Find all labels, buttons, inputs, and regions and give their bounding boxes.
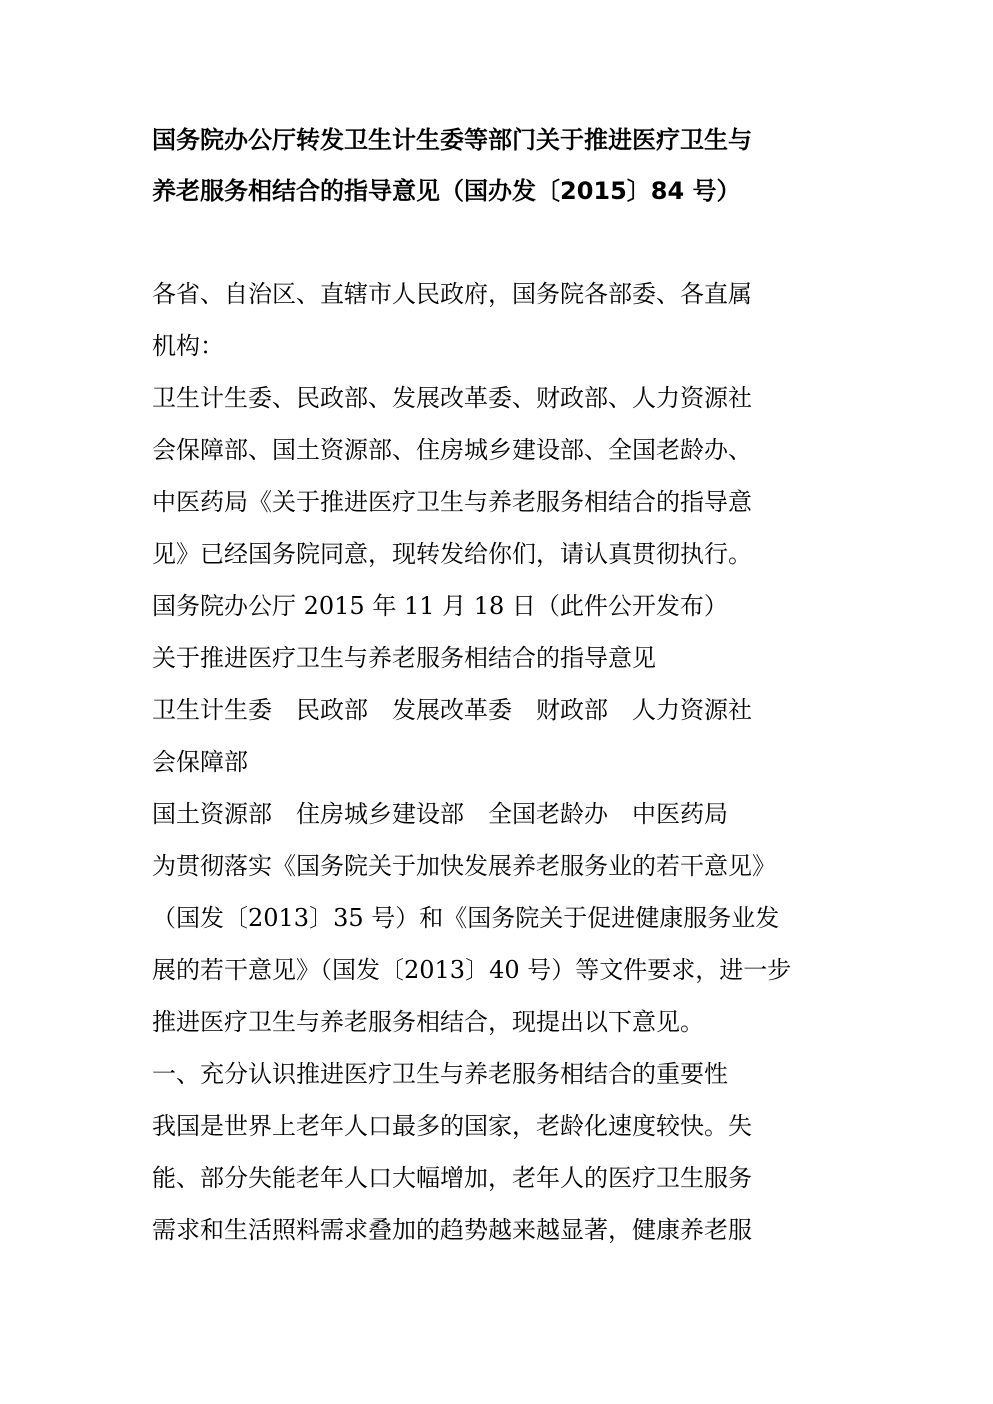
body-line: 卫生计生委 民政部 发展改革委 财政部 人力资源社 [152, 696, 752, 724]
body-line: 推进医疗卫生与养老服务相结合，现提出以下意见。 [152, 1008, 704, 1036]
body-line: 会保障部、国土资源部、住房城乡建设部、全国老龄办、 [152, 436, 752, 464]
body-line: 能、部分失能老年人口大幅增加，老年人的医疗卫生服务 [152, 1164, 752, 1192]
body-line: （国发〔2013〕35 号）和《国务院关于促进健康服务业发 [152, 904, 780, 932]
body-line: 会保障部 [152, 748, 248, 776]
body-line: 中医药局《关于推进医疗卫生与养老服务相结合的指导意 [152, 488, 752, 516]
title-line: 国务院办公厅转发卫生计生委等部门关于推进医疗卫生与 [152, 126, 752, 154]
title-line: 养老服务相结合的指导意见（国办发〔2015〕84 号） [152, 177, 741, 205]
body-line: 关于推进医疗卫生与养老服务相结合的指导意见 [152, 644, 656, 672]
body-line: 我国是世界上老年人口最多的国家，老龄化速度较快。失 [152, 1112, 752, 1140]
document-title [152, 115, 752, 217]
body-line: 国务院办公厅 2015 年 11 月 18 日（此件公开发布） [152, 592, 728, 620]
document-body [152, 268, 791, 1256]
body-line: 各省、自治区、直辖市人民政府，国务院各部委、各直属 [152, 280, 752, 308]
body-line: 展的若干意见》（国发〔2013〕40 号）等文件要求，进一步 [152, 956, 792, 984]
body-line: 一、充分认识推进医疗卫生与养老服务相结合的重要性 [152, 1060, 728, 1088]
body-line: 国土资源部 住房城乡建设部 全国老龄办 中医药局 [152, 800, 728, 828]
body-line: 卫生计生委、民政部、发展改革委、财政部、人力资源社 [152, 384, 752, 412]
body-line: 为贯彻落实《国务院关于加快发展养老服务业的若干意见》 [152, 852, 776, 880]
body-line: 机构： [152, 332, 224, 360]
body-line: 需求和生活照料需求叠加的趋势越来越显著，健康养老服 [152, 1216, 752, 1244]
body-line: 见》已经国务院同意，现转发给你们，请认真贯彻执行。 [152, 540, 752, 568]
